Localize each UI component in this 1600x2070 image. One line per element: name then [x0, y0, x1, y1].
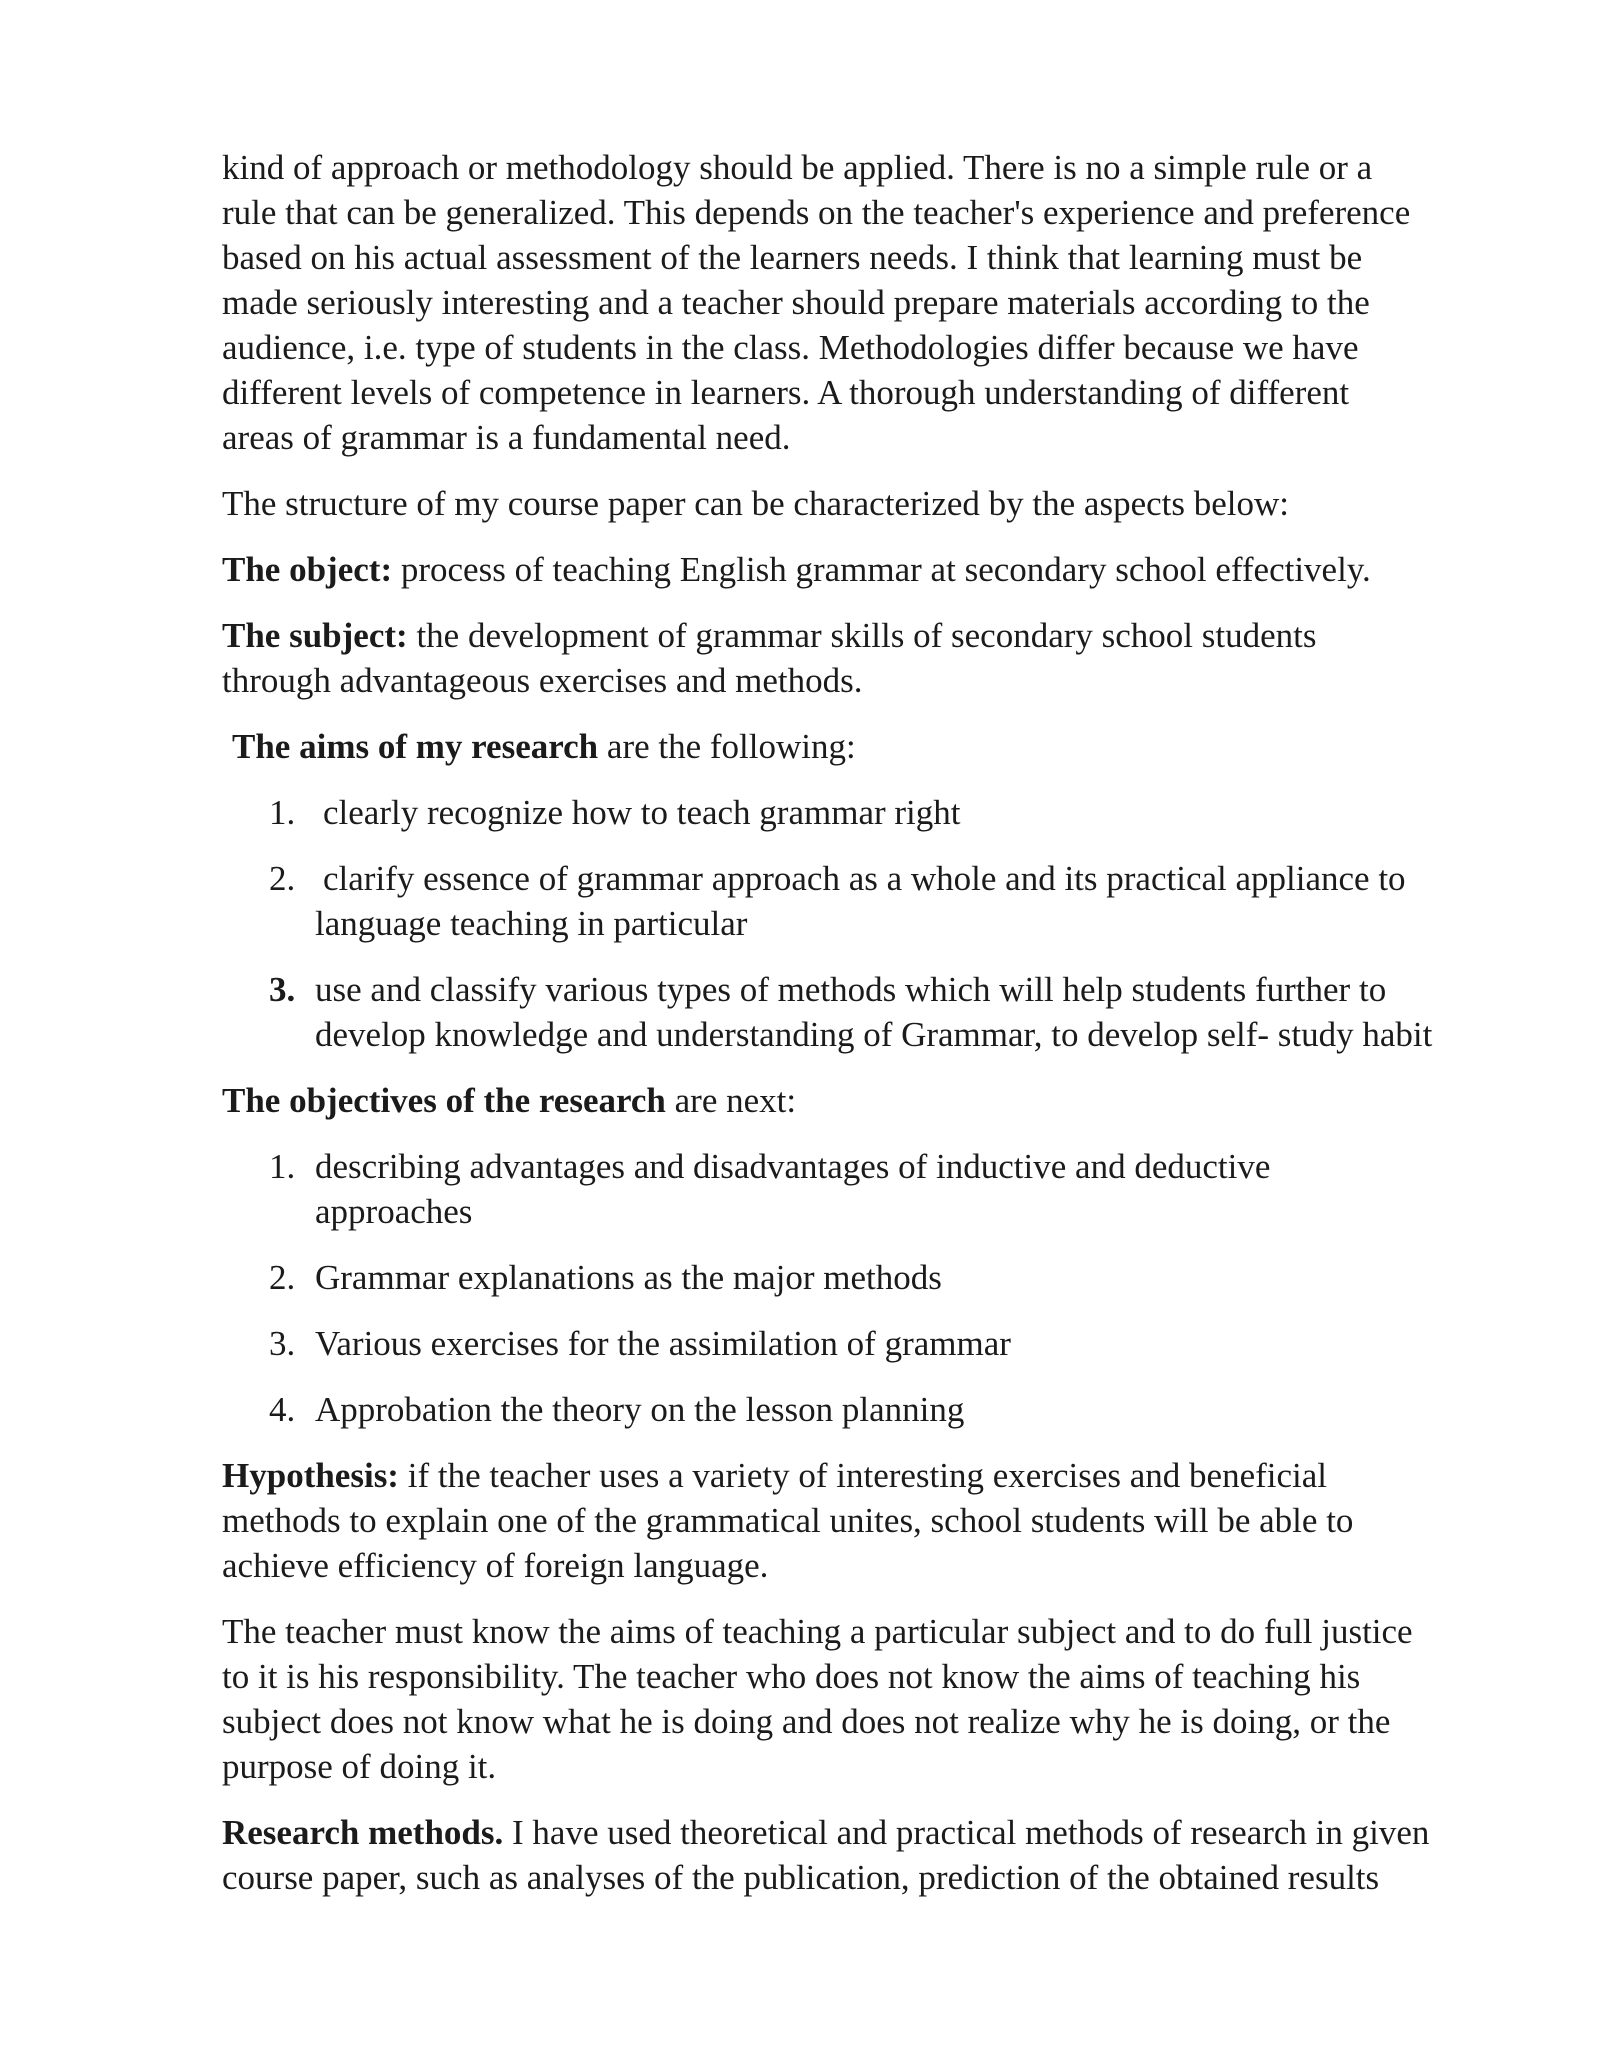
objectives-list-item	[222, 1144, 1512, 1234]
aims-label: The aims of my research	[232, 727, 599, 766]
aims-text: are the following:	[598, 727, 856, 766]
list-number: 4.	[269, 1390, 296, 1429]
list-item-text: use and classify various types of methods which will help students further to	[315, 970, 1387, 1009]
teacher-line: purpose of doing it.	[222, 1747, 497, 1786]
list-item-text: Various exercises for the assimilation of grammar	[315, 1324, 1011, 1363]
objectives-list-item	[222, 1387, 1512, 1432]
list-number: 2.	[269, 1258, 296, 1297]
subject-line-2: through advantageous exercises and methods.	[222, 661, 863, 700]
object-label: The object:	[222, 550, 393, 589]
objectives-label: The objectives of the research	[222, 1081, 666, 1120]
teacher-line: The teacher must know the aims of teaching a particular subject and to do full justice	[222, 1612, 1413, 1651]
list-item-text: Grammar explanations as the major methods	[315, 1258, 942, 1297]
intro-line: different levels of competence in learners. A thorough understanding of different	[222, 373, 1350, 412]
list-item-text-continued: develop knowledge and understanding of Grammar, to develop self- study habit	[315, 1015, 1433, 1054]
objectives-list-item	[222, 1321, 1512, 1366]
objectives-heading	[222, 1078, 1512, 1123]
list-number: 1.	[269, 1147, 296, 1186]
intro-line: kind of approach or methodology should be applied. There is no a simple rule or a	[222, 148, 1373, 187]
research-methods-line-2: course paper, such as analyses of the publication, prediction of the obtained results	[222, 1858, 1380, 1897]
list-item-text: clarify essence of grammar approach as a whole and its practical appliance to	[323, 859, 1406, 898]
intro-line: audience, i.e. type of students in the class. Methodologies differ because we have	[222, 328, 1359, 367]
subject-text: the development of grammar skills of secondary school students	[407, 616, 1317, 655]
objectives-list	[222, 1144, 1512, 1432]
list-number: 3.	[269, 1324, 296, 1363]
research-methods-paragraph	[222, 1810, 1512, 1900]
page-content	[222, 145, 1512, 1921]
list-item-text: clearly recognize how to teach grammar right	[323, 793, 961, 832]
research-methods-text: I have used theoretical and practical methods of research in given	[503, 1813, 1430, 1852]
list-item-text: describing advantages and disadvantages of inductive and deductive	[315, 1147, 1271, 1186]
teacher-paragraph	[222, 1609, 1512, 1789]
hypothesis-label: Hypothesis:	[222, 1456, 399, 1495]
subject-label: The subject:	[222, 616, 408, 655]
research-methods-line-1	[222, 1810, 1512, 1855]
hypothesis-line-2: methods to explain one of the grammatical unites, school students will be able to	[222, 1501, 1354, 1540]
teacher-line: subject does not know what he is doing and does not realize why he is doing, or the	[222, 1702, 1391, 1741]
subject-paragraph	[222, 613, 1512, 703]
aims-heading	[222, 724, 1512, 769]
list-item-text-continued: approaches	[315, 1192, 473, 1231]
aims-list-item	[222, 790, 1512, 835]
aims-list-item	[222, 856, 1512, 946]
object-text: process of teaching English grammar at secondary school effectively.	[392, 550, 1371, 589]
aims-list-item	[222, 967, 1512, 1057]
list-item-text: Approbation the theory on the lesson planning	[315, 1390, 965, 1429]
hypothesis-line-1	[222, 1453, 1512, 1498]
objectives-list-item	[222, 1255, 1512, 1300]
list-number: 2.	[269, 859, 296, 898]
subject-line-1	[222, 613, 1512, 658]
intro-line: based on his actual assessment of the learners needs. I think that learning must be	[222, 238, 1363, 277]
research-methods-label: Research methods.	[222, 1813, 504, 1852]
intro-paragraph	[222, 145, 1512, 460]
objectives-text: are next:	[665, 1081, 797, 1120]
intro-line: areas of grammar is a fundamental need.	[222, 418, 791, 457]
list-number: 3.	[269, 970, 296, 1009]
aims-list	[222, 790, 1512, 1057]
intro-line: made seriously interesting and a teacher should prepare materials according to the	[222, 283, 1370, 322]
structure-sentence: The structure of my course paper can be characterized by the aspects below:	[222, 484, 1290, 523]
hypothesis-paragraph	[222, 1453, 1512, 1588]
list-item-text-continued: language teaching in particular	[315, 904, 748, 943]
list-number: 1.	[269, 793, 296, 832]
teacher-line: to it is his responsibility. The teacher who does not know the aims of teaching his	[222, 1657, 1361, 1696]
intro-line: rule that can be generalized. This depends on the teacher's experience and preference	[222, 193, 1411, 232]
object-paragraph	[222, 547, 1512, 592]
hypothesis-line-3: achieve efficiency of foreign language.	[222, 1546, 769, 1585]
hypothesis-text: if the teacher uses a variety of interesting exercises and beneficial	[398, 1456, 1328, 1495]
